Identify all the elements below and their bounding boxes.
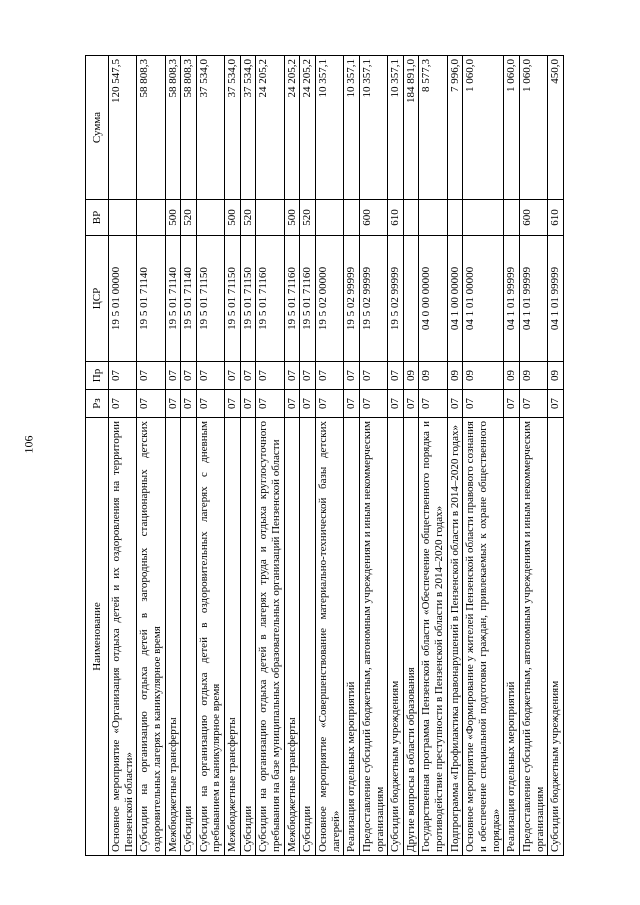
cell-sum: 1 060,0 [463,56,504,200]
cell-name: Другие вопросы в области образования [403,418,419,856]
table-row [256,56,284,856]
cell-pr: 07 [300,362,316,390]
cell-rz: 07 [256,390,284,418]
cell-sum: 8 577,3 [419,56,447,200]
cell-vr [256,200,284,236]
cell-vr: 500 [225,200,241,236]
cell-rz: 07 [315,390,343,418]
cell-vr: 500 [165,200,181,236]
cell-rz: 07 [165,390,181,418]
cell-name: Межбюджетные трансферты [165,418,181,856]
header-name: Наименование [86,418,109,856]
cell-csr: 19 5 01 71140 [137,236,165,362]
table-row [240,56,256,856]
page-number: 106 [21,435,36,454]
cell-csr: 19 5 01 71150 [225,236,241,362]
cell-csr: 04 1 01 99999 [504,236,520,362]
cell-vr [109,200,137,236]
cell-vr [315,200,343,236]
table-row [403,56,419,856]
rotated-page-content [85,56,562,856]
cell-sum: 184 891,0 [403,56,419,200]
table-body [109,56,564,856]
cell-vr [419,200,447,236]
cell-sum: 120 547,5 [109,56,137,200]
cell-vr: 610 [388,200,404,236]
table-row [388,56,404,856]
cell-sum: 24 205,2 [284,56,300,200]
cell-pr: 09 [403,362,419,390]
cell-pr: 07 [137,362,165,390]
cell-name: Основное мероприятие «Формирование у жителей Пензенской области правового сознания и обеспечение специальной подготовки граждан, привлекаемых к охране общественного порядка» [463,418,504,856]
cell-name: Субсидии бюджетным учреждениям [388,418,404,856]
cell-rz: 07 [225,390,241,418]
cell-pr: 07 [315,362,343,390]
budget-table [85,55,564,856]
table-row [109,56,137,856]
cell-pr: 09 [548,362,564,390]
table-row [181,56,197,856]
cell-pr: 07 [388,362,404,390]
cell-vr [447,200,463,236]
cell-vr: 520 [300,200,316,236]
cell-sum: 10 357,1 [388,56,404,200]
table-header-row [86,56,109,856]
table-row [463,56,504,856]
table-row [519,56,547,856]
cell-name: Субсидии на организацию отдыха детей в оздоровительных лагерях с дневным пребыванием в каникулярное время [196,418,224,856]
cell-vr [344,200,360,236]
cell-csr: 04 1 01 99999 [548,236,564,362]
cell-name: Межбюджетные трансферты [225,418,241,856]
table-row [225,56,241,856]
cell-pr: 07 [181,362,197,390]
cell-vr: 520 [181,200,197,236]
cell-vr [196,200,224,236]
cell-sum: 10 357,1 [344,56,360,200]
cell-sum: 58 808,3 [137,56,165,200]
cell-vr: 520 [240,200,256,236]
cell-vr: 610 [548,200,564,236]
cell-name: Субсидии [181,418,197,856]
cell-vr [137,200,165,236]
cell-rz: 07 [284,390,300,418]
cell-rz: 07 [359,390,387,418]
cell-name: Реализация отдельных мероприятий [344,418,360,856]
cell-pr: 07 [240,362,256,390]
cell-sum: 37 534,0 [240,56,256,200]
cell-pr: 07 [284,362,300,390]
cell-csr: 19 5 01 71160 [284,236,300,362]
cell-rz: 07 [344,390,360,418]
cell-pr: 09 [447,362,463,390]
cell-name: Предоставление субсидий бюджетным, автономным учреждениям и иным некоммерческим организациям [519,418,547,856]
cell-csr: 04 1 00 00000 [447,236,463,362]
cell-rz: 07 [403,390,419,418]
cell-sum: 1 060,0 [504,56,520,200]
table-row [447,56,463,856]
cell-sum: 1 060,0 [519,56,547,200]
table-row [419,56,447,856]
table-row [359,56,387,856]
cell-csr: 19 5 02 99999 [344,236,360,362]
cell-rz: 07 [300,390,316,418]
table-row [137,56,165,856]
header-csr: ЦСР [86,236,109,362]
cell-pr: 07 [225,362,241,390]
cell-pr: 09 [519,362,547,390]
cell-name: Субсидии [240,418,256,856]
cell-csr: 19 5 01 00000 [109,236,137,362]
cell-sum: 10 357,1 [315,56,343,200]
cell-vr [463,200,504,236]
cell-name: Государственная программа Пензенской области «Обеспечение общественного порядка и противодействие преступности в Пензенской области в 2014–2020 годах» [419,418,447,856]
cell-name: Подпрограмма «Профилактика правонарушений в Пензенской области в 2014–2020 годах» [447,418,463,856]
cell-csr: 19 5 01 71160 [256,236,284,362]
header-pr: Пр [86,362,109,390]
cell-sum: 37 534,0 [196,56,224,200]
cell-name: Субсидии [300,418,316,856]
cell-rz: 07 [181,390,197,418]
cell-pr: 09 [463,362,504,390]
cell-csr: 19 5 01 71150 [240,236,256,362]
cell-vr: 600 [359,200,387,236]
table-row [300,56,316,856]
cell-rz: 07 [447,390,463,418]
cell-csr: 04 1 01 99999 [519,236,547,362]
cell-csr: 19 5 02 00000 [315,236,343,362]
cell-name: Реализация отдельных мероприятий [504,418,520,856]
cell-rz: 07 [504,390,520,418]
cell-pr: 07 [109,362,137,390]
cell-pr: 07 [196,362,224,390]
cell-rz: 07 [548,390,564,418]
table-row [344,56,360,856]
cell-name: Субсидии на организацию отдыха детей в лагерях труда и отдыха круглосуточного пребывания на базе муниципальных образовательных организаций Пензенской области [256,418,284,856]
cell-pr: 07 [256,362,284,390]
cell-csr: 19 5 02 99999 [359,236,387,362]
table-row [504,56,520,856]
cell-rz: 07 [137,390,165,418]
table-row [196,56,224,856]
cell-rz: 07 [109,390,137,418]
cell-rz: 07 [463,390,504,418]
cell-name: Основное мероприятие «Организация отдыха детей и их оздоровления на территории Пензенской области» [109,418,137,856]
table-row [165,56,181,856]
header-vr: ВР [86,200,109,236]
cell-sum: 7 996,0 [447,56,463,200]
cell-csr: 04 0 00 00000 [419,236,447,362]
cell-sum: 58 808,3 [165,56,181,200]
cell-sum: 58 808,3 [181,56,197,200]
cell-rz: 07 [240,390,256,418]
cell-rz: 07 [388,390,404,418]
cell-csr: 19 5 01 71160 [300,236,316,362]
cell-rz: 07 [419,390,447,418]
cell-name: Основное мероприятие «Совершенствование материально-технической базы детских лагерей» [315,418,343,856]
cell-name: Межбюджетные трансферты [284,418,300,856]
table-row [284,56,300,856]
cell-csr: 19 5 01 71140 [165,236,181,362]
cell-pr: 09 [504,362,520,390]
cell-csr: 19 5 02 99999 [388,236,404,362]
cell-csr: 19 5 01 71140 [181,236,197,362]
cell-name: Субсидии на организацию отдыха детей в загородных стационарных детских оздоровительных лагерях в каникулярное время [137,418,165,856]
cell-sum: 24 205,2 [300,56,316,200]
table-row [315,56,343,856]
cell-name: Предоставление субсидий бюджетным, автономным учреждениям и иным некоммерческим организациям [359,418,387,856]
cell-pr: 07 [344,362,360,390]
cell-vr [403,200,419,236]
cell-sum: 10 357,1 [359,56,387,200]
cell-sum: 450,0 [548,56,564,200]
cell-vr: 600 [519,200,547,236]
cell-pr: 07 [359,362,387,390]
cell-sum: 24 205,2 [256,56,284,200]
cell-csr [403,236,419,362]
cell-csr: 04 1 01 00000 [463,236,504,362]
cell-pr: 09 [419,362,447,390]
cell-name: Субсидии бюджетным учреждениям [548,418,564,856]
cell-vr: 500 [284,200,300,236]
cell-rz: 07 [519,390,547,418]
header-sum: Сумма [86,56,109,200]
cell-sum: 37 534,0 [225,56,241,200]
table-row [548,56,564,856]
header-rz: Рз [86,390,109,418]
cell-rz: 07 [196,390,224,418]
cell-vr [504,200,520,236]
cell-pr: 07 [165,362,181,390]
cell-csr: 19 5 01 71150 [196,236,224,362]
